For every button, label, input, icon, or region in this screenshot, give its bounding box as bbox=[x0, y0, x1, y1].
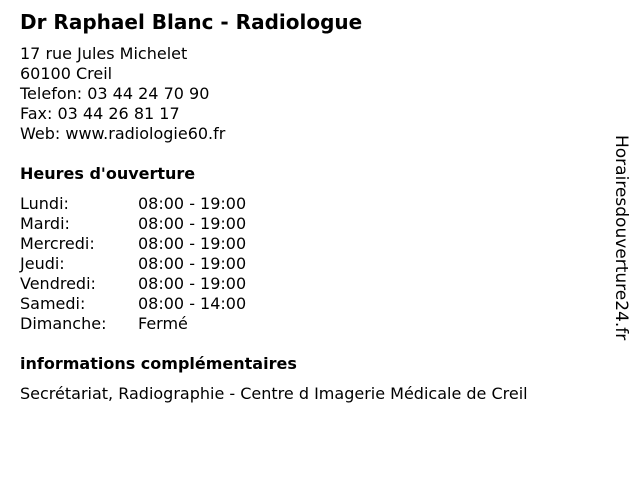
day-label: Mardi: bbox=[20, 214, 70, 233]
opening-hours-table bbox=[20, 194, 246, 334]
brand-watermark: Horairesdouverture24.fr bbox=[611, 135, 631, 341]
hours-row-friday bbox=[20, 274, 246, 294]
day-hours: 08:00 - 19:00 bbox=[138, 234, 247, 253]
day-label: Samedi: bbox=[20, 294, 86, 313]
day-label: Mercredi: bbox=[20, 234, 95, 253]
website: Web: www.radiologie60.fr bbox=[20, 124, 226, 143]
hours-row-wednesday bbox=[20, 234, 246, 254]
additional-info-heading: informations complémentaires bbox=[20, 354, 297, 373]
day-hours: 08:00 - 19:00 bbox=[138, 254, 247, 273]
day-hours: Fermé bbox=[138, 314, 188, 333]
fax-number: Fax: 03 44 26 81 17 bbox=[20, 104, 180, 123]
day-hours: 08:00 - 14:00 bbox=[138, 294, 247, 313]
street-address: 17 rue Jules Michelet bbox=[20, 44, 188, 63]
additional-info-text: Secrétariat, Radiographie - Centre d Imagerie Médicale de Creil bbox=[20, 384, 528, 403]
day-hours: 08:00 - 19:00 bbox=[138, 274, 247, 293]
day-hours: 08:00 - 19:00 bbox=[138, 214, 247, 233]
hours-row-thursday bbox=[20, 254, 246, 274]
hours-row-saturday bbox=[20, 294, 246, 314]
day-label: Vendredi: bbox=[20, 274, 96, 293]
hours-row-monday bbox=[20, 194, 246, 214]
address-block bbox=[20, 44, 225, 144]
city-address: 60100 Creil bbox=[20, 64, 113, 83]
day-label: Dimanche: bbox=[20, 314, 107, 333]
hours-row-sunday bbox=[20, 314, 246, 334]
opening-hours-heading: Heures d'ouverture bbox=[20, 164, 196, 183]
hours-row-tuesday bbox=[20, 214, 246, 234]
day-hours: 08:00 - 19:00 bbox=[138, 194, 247, 213]
page-title: Dr Raphael Blanc - Radiologue bbox=[20, 10, 363, 34]
day-label: Lundi: bbox=[20, 194, 69, 213]
day-label: Jeudi: bbox=[20, 254, 65, 273]
phone-number: Telefon: 03 44 24 70 90 bbox=[20, 84, 210, 103]
